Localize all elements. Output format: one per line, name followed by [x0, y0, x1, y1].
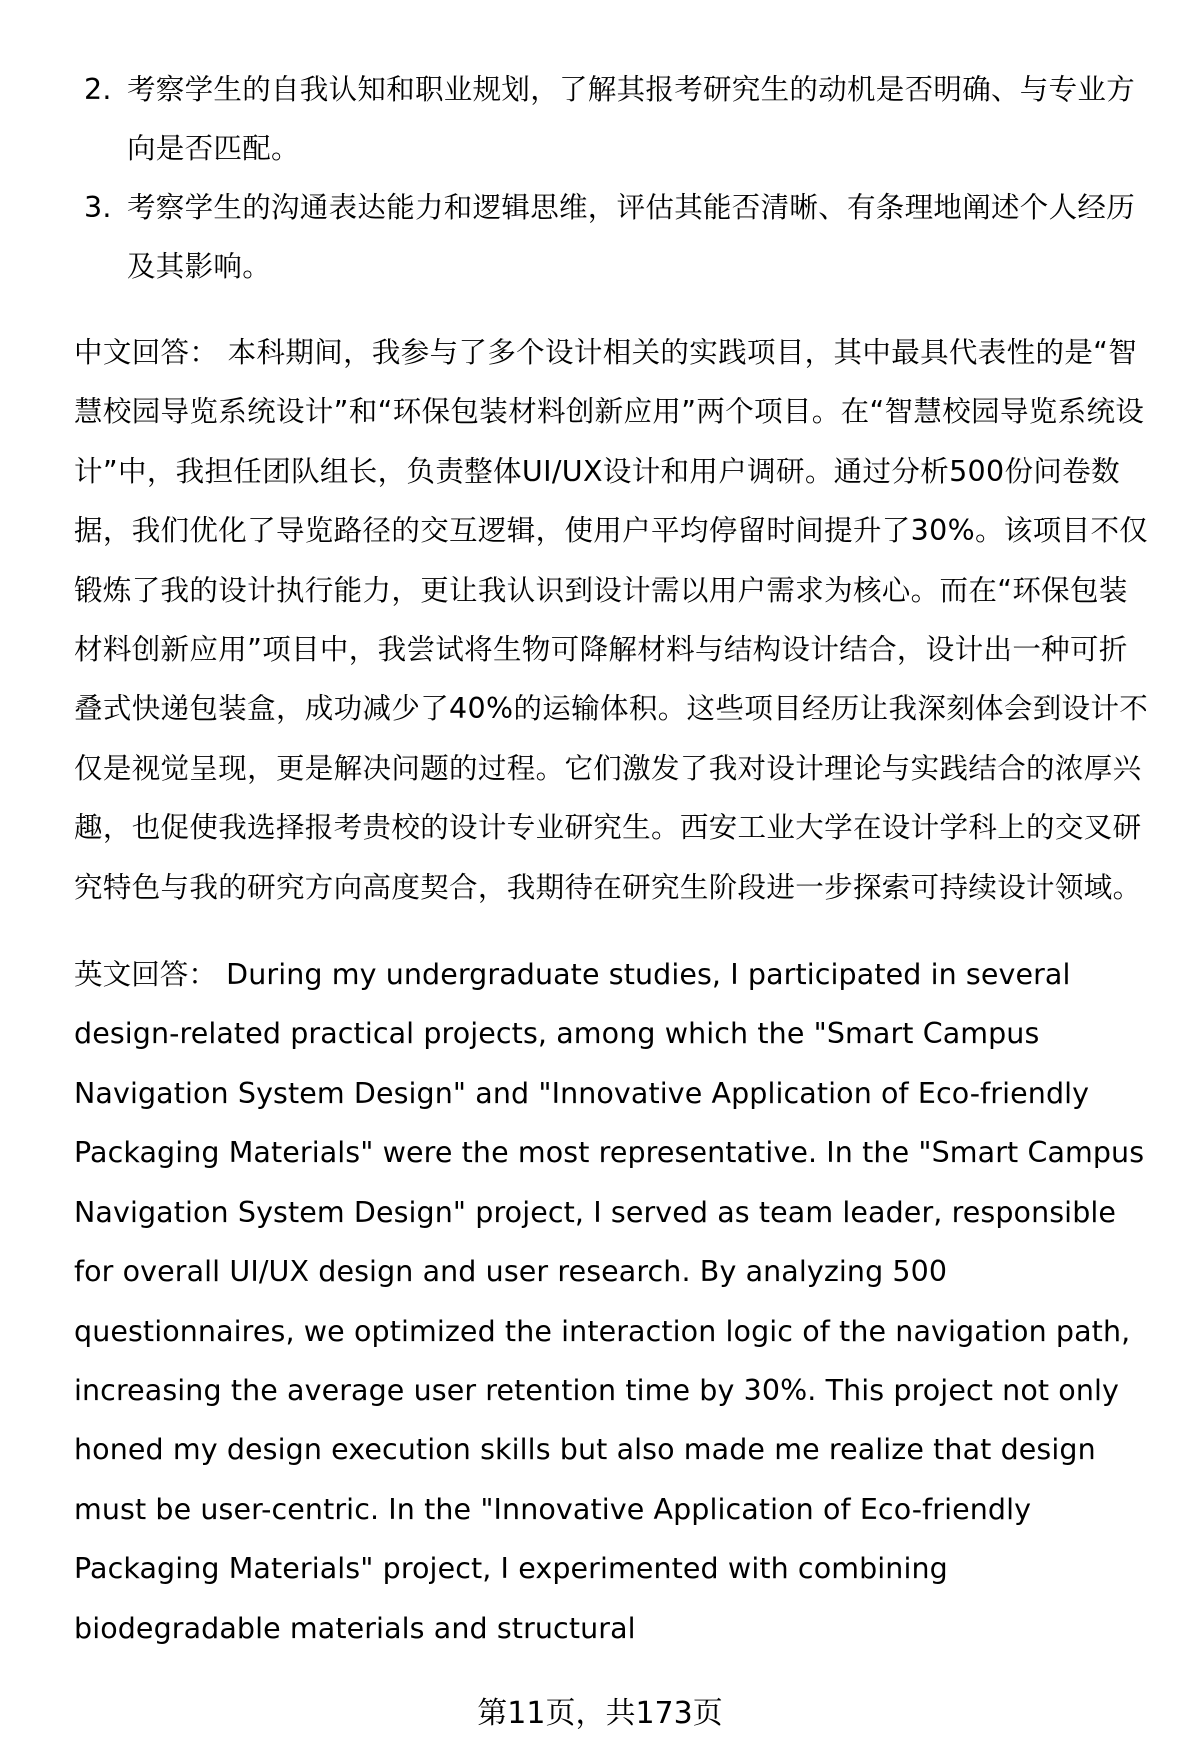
page-content — [74, 60, 1154, 1658]
page-number-footer: 第11页，共173页 — [477, 1696, 723, 1731]
chinese-answer-label: 中文回答： — [74, 336, 219, 369]
list-item — [74, 178, 1154, 296]
english-answer-label: 英文回答： — [74, 958, 218, 992]
criteria-list — [74, 60, 1154, 296]
list-item-number: 2. — [84, 73, 112, 106]
english-answer-text: During my undergraduate studies, I participated in several design-related practical projects, among which the "Smart Campus Navigation System Design" and "Innovative Application of Eco-friendly Packaging Materials" were the most representative. In the "Smart Campus Navigation System Design" project, I served as team leader, responsible for overall UI/UX design and user research. By analyzing 500 questionnaires, we optimized the interaction logic of the navigation path, increasing the average user retention time by 30%. This project not only honed my design execution skills but also made me realize that design must be user-centric. In the "Innovative Application of Eco-friendly Packaging Materials" project, I experimented with combining biodegradable materials and structural — [74, 958, 1145, 1645]
english-answer-paragraph — [74, 945, 1154, 1658]
list-item-number: 3. — [84, 191, 112, 224]
chinese-answer-text: 本科期间，我参与了多个设计相关的实践项目，其中最具代表性的是“智慧校园导览系统设计”和“环保包装材料创新应用”两个项目。在“智慧校园导览系统设计”中，我担任团队组长，负责整体UI/UX设计和用户调研。通过分析500份问卷数据，我们优化了导览路径的交互逻辑，使用户平均停留时间提升了30%。该项目不仅锻炼了我的设计执行能力，更让我认识到设计需以用户需求为核心。而在“环保包装材料创新应用”项目中，我尝试将生物可降解材料与结构设计结合，设计出一种可折叠式快递包装盒，成功减少了40%的运输体积。这些项目经历让我深刻体会到设计不仅是视觉呈现，更是解决问题的过程。它们激发了我对设计理论与实践结合的浓厚兴趣，也促使我选择报考贵校的设计专业研究生。西安工业大学在设计学科上的交叉研究特色与我的研究方向高度契合，我期待在研究生阶段进一步探索可持续设计领域。 — [74, 336, 1149, 904]
chinese-answer-paragraph — [74, 323, 1154, 917]
list-item — [74, 60, 1154, 178]
list-item-text: 考察学生的沟通表达能力和逻辑思维，评估其能否清晰、有条理地阐述个人经历及其影响。 — [127, 191, 1136, 283]
list-item-text: 考察学生的自我认知和职业规划，了解其报考研究生的动机是否明确、与专业方向是否匹配。 — [127, 73, 1136, 165]
